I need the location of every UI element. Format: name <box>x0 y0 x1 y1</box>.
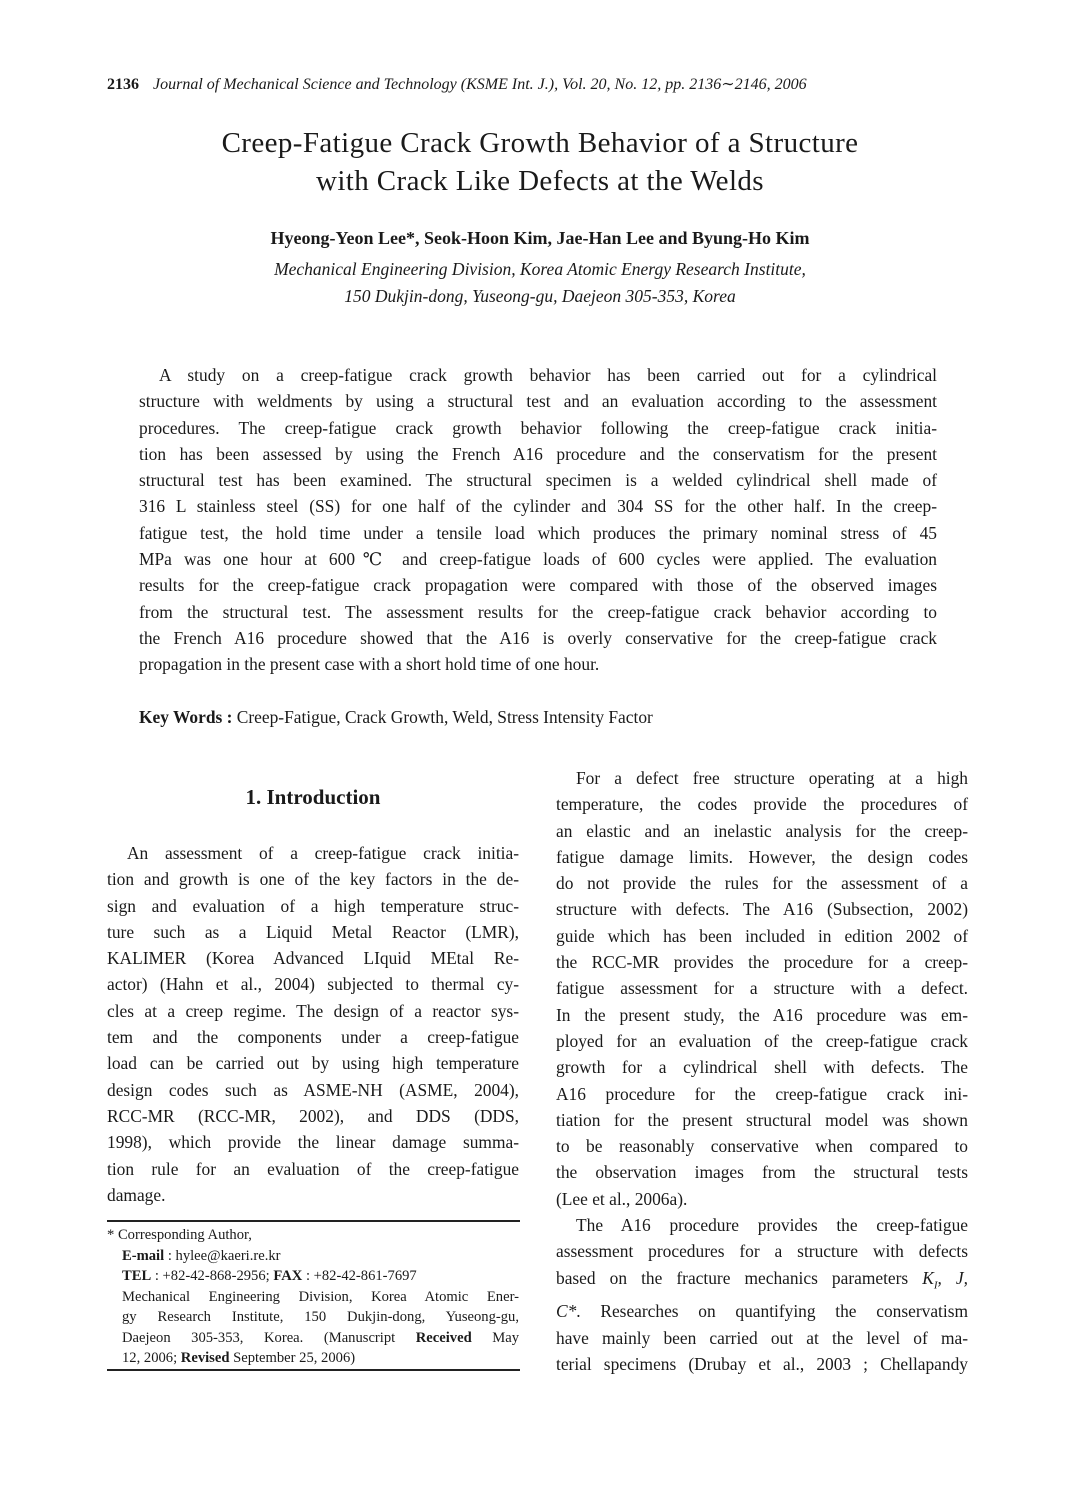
body-line: structure with defects. The A16 (Subsection, 2002) <box>556 899 968 920</box>
abstract-line: from the structural test. The assessment results for the creep-fatigue crack behavior according to <box>139 601 937 622</box>
body-line: the observation images from the structural tests <box>556 1162 968 1183</box>
fax-label: FAX <box>273 1268 303 1284</box>
body-line: fatigue assessment for a structure with a defect. <box>556 978 968 999</box>
footnote-line: gy Research Institute, 150 Dukjin-dong, Yuseong-gu, <box>122 1309 519 1325</box>
body-line: KALIMER (Korea Advanced LIquid MEtal Re- <box>107 948 519 969</box>
email-address[interactable]: : hylee@kaeri.re.kr <box>167 1247 281 1264</box>
body-line: A16 procedure for the creep-fatigue crack ini- <box>556 1083 968 1104</box>
body-line: sign and evaluation of a high temperature struc- <box>107 895 519 916</box>
abstract-line: A study on a creep-fatigue crack growth behavior has been carried out for a cylindrical <box>159 365 937 385</box>
body-line: guide which has been included in edition 2002 of <box>556 925 968 946</box>
abstract-line: procedures. The creep-fatigue crack growth behavior following the creep-fatigue crack initia- <box>139 417 937 438</box>
body-line: An assessment of a creep-fatigue crack initia- <box>127 843 519 863</box>
page-number: 2136 <box>107 76 139 93</box>
received-label: Received <box>415 1329 472 1346</box>
body-line: temperature, the codes provide the procedures of <box>556 794 968 815</box>
abstract-line: structure with weldments by using a structural test and an evaluation according to the assessment <box>139 391 937 412</box>
tel-value: : +82-42-868-2956; <box>154 1268 270 1284</box>
keywords-label: Key Words : <box>139 707 233 727</box>
footnote-rule-top <box>107 1220 520 1222</box>
affiliation <box>100 256 980 310</box>
body-line: do not provide the rules for the assessment of a <box>556 873 968 894</box>
body-line: RCC-MR (RCC-MR, 2002), and DDS (DDS, <box>107 1105 519 1126</box>
body-line: The A16 procedure provides the creep-fatigue <box>576 1215 968 1236</box>
abstract-line: results for the creep-fatigue crack propagation were compared with those of the observed images <box>139 575 937 596</box>
abstract-line: propagation in the present case with a short hold time of one hour. <box>139 654 600 675</box>
keywords-text: Creep-Fatigue, Crack Growth, Weld, Stress Intensity Factor <box>236 707 653 727</box>
email-label: E-mail <box>122 1247 165 1264</box>
abstract-line: 316 L stainless steel (SS) for one half of the cylinder and 304 SS for the other half. In the creep- <box>139 496 937 517</box>
body-text: . Researches on quantifying the conservatism <box>576 1301 968 1322</box>
footnote-rule-bottom <box>107 1369 520 1371</box>
body-line: load can be carried out by using high temperature <box>107 1053 519 1074</box>
body-line: the RCC-MR provides the procedure for a creep- <box>556 952 968 973</box>
abstract <box>139 362 937 678</box>
right-column-body <box>556 765 968 1377</box>
abstract-line: MPa was one hour at 600℃ and creep-fatigue loads of 600 cycles were applied. The evaluation <box>139 549 937 570</box>
body-line: damage. <box>107 1184 166 1205</box>
affiliation-line-1: Mechanical Engineering Division, Korea Atomic Energy Research Institute, <box>274 259 806 279</box>
body-line: have mainly been carried out at the level of ma- <box>556 1327 968 1348</box>
footnote-text: May <box>492 1329 520 1346</box>
abstract-line: the French A16 procedure showed that the A16 is overly conservative for the creep-fatigue crack <box>139 627 937 648</box>
keywords <box>139 707 939 728</box>
author-list: Hyeong-Yeon Lee*, Seok-Hoon Kim, Jae-Han Lee and Byung-Ho Kim <box>270 228 810 248</box>
math-c-star: C* <box>556 1301 577 1322</box>
tel-label: TEL <box>122 1268 152 1284</box>
body-line: design codes such as ASME-NH (ASME, 2004), <box>107 1079 519 1100</box>
body-line: cles at a creep regime. The design of a reactor sys- <box>107 1000 519 1021</box>
left-column-body <box>107 840 519 1208</box>
body-line: ployed for an evaluation of the creep-fatigue crack <box>556 1030 968 1051</box>
body-line <box>556 1265 968 1299</box>
abstract-line: tion has been assessed by using the French A16 procedure and the conservatism for the present <box>139 443 937 464</box>
body-line: terial specimens (Drubay et al., 2003 ; Chellapandy <box>556 1354 968 1374</box>
body-line: (Lee et al., 2006a). <box>556 1188 688 1209</box>
footnote-text: 12, 2006; <box>122 1350 178 1366</box>
body-line: tiation for the present structural model was shown <box>556 1109 968 1130</box>
footnote-text: September 25, 2006) <box>233 1350 356 1366</box>
body-line: tem and the components under a creep-fatigue <box>107 1027 519 1048</box>
body-line: fatigue damage limits. However, the design codes <box>556 846 968 867</box>
section-heading: 1. Introduction <box>245 785 381 809</box>
footnote-line: Mechanical Engineering Division, Korea Atomic Ener- <box>122 1288 519 1305</box>
body-line: In the present study, the A16 procedure was em- <box>556 1004 968 1025</box>
abstract-line: structural test has been examined. The structural specimen is a welded cylindrical shell made of <box>139 470 937 491</box>
body-line: to be reasonably conservative when compared to <box>556 1136 968 1157</box>
running-head <box>107 74 987 94</box>
body-text: based on the fracture mechanics parameters <box>556 1267 909 1288</box>
footnote <box>107 1225 519 1369</box>
math-k: $K_I$, J, <box>922 1267 968 1292</box>
revised-label: Revised <box>180 1350 230 1366</box>
footnote-line: * Corresponding Author, <box>107 1227 252 1243</box>
footnote-line <box>107 1328 519 1349</box>
affiliation-line-2: 150 Dukjin-dong, Yuseong-gu, Daejeon 305-353, Korea <box>344 286 736 306</box>
title-line-2: with Crack Like Defects at the Welds <box>316 165 764 197</box>
footnote-email <box>107 1246 519 1267</box>
body-line: 1998), which provide the linear damage summa- <box>107 1132 519 1153</box>
footnote-text: Daejeon 305-353, Korea. (Manuscript <box>122 1329 396 1346</box>
footnote-line <box>107 1348 519 1369</box>
body-line: an elastic and an inelastic analysis for the creep- <box>556 820 968 841</box>
body-line: actor) (Hahn et al., 2004) subjected to thermal cy- <box>107 974 519 995</box>
footnote-phone <box>107 1266 519 1287</box>
body-line <box>556 1298 968 1324</box>
body-line: For a defect free structure operating at a high <box>576 768 968 788</box>
body-line: tion rule for an evaluation of the creep-fatigue <box>107 1158 519 1179</box>
abstract-line: fatigue test, the hold time under a tensile load which produces the primary nominal stress of 45 <box>139 522 937 543</box>
journal-reference: Journal of Mechanical Science and Technology (KSME Int. J.), Vol. 20, No. 12, pp. 2136∼2146, 2006 <box>153 76 807 93</box>
paper-title <box>100 124 980 200</box>
body-line: assessment procedures for a structure with defects <box>556 1241 968 1262</box>
body-line: ture such as a Liquid Metal Reactor (LMR), <box>107 921 519 942</box>
body-line: growth for a cylindrical shell with defects. The <box>556 1057 968 1078</box>
fax-value: : +82-42-861-7697 <box>305 1268 417 1284</box>
title-line-1: Creep-Fatigue Crack Growth Behavior of a Structure <box>221 127 859 159</box>
body-line: tion and growth is one of the key factors in the de- <box>107 869 519 890</box>
